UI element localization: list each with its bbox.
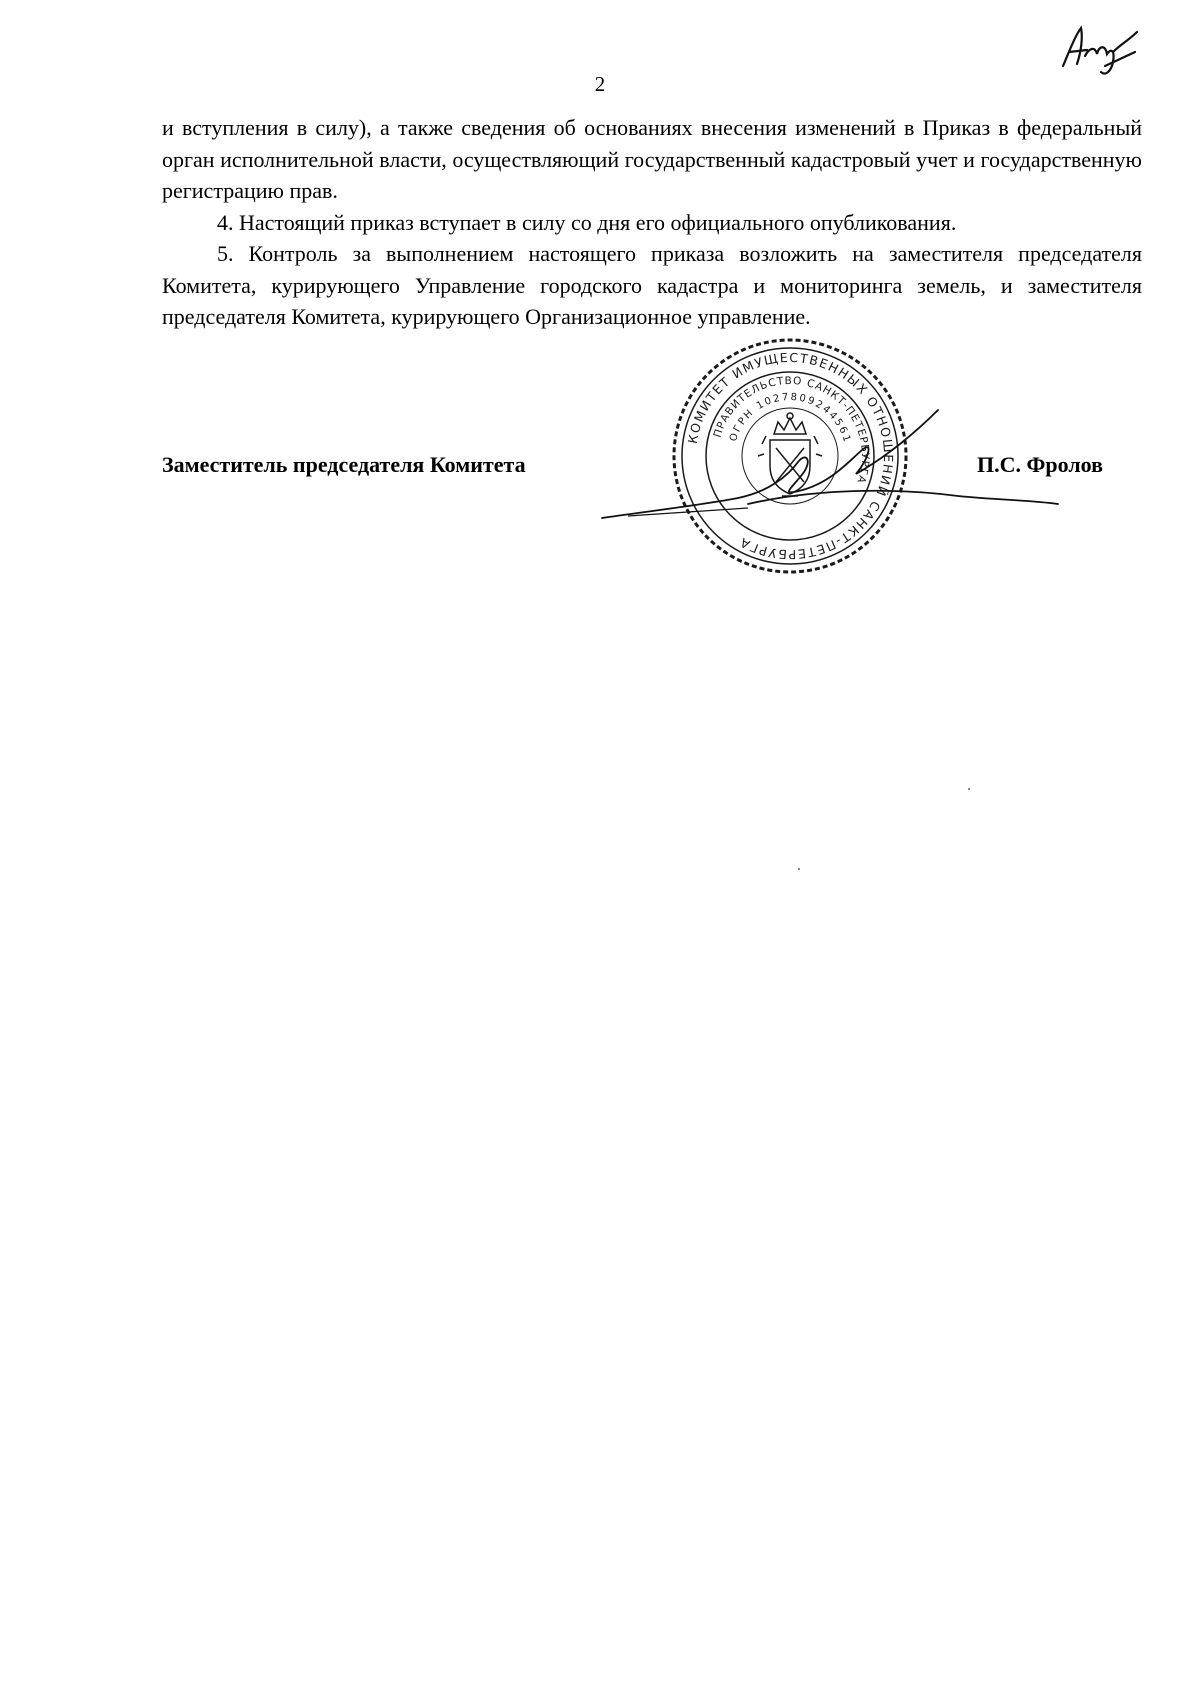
scan-speck [968,788,970,790]
handwritten-signature [598,400,1068,545]
paragraph-item-4: 4. Настоящий приказ вступает в силу со дня его официального опубликования. [217,209,957,235]
seal-inner-text: ПРАВИТЕЛЬСТВО САНКТ-ПЕТЕРБУРГА [711,374,872,486]
paragraph-continuation: и вступления в силу), а также сведения об основаниях внесения изменений в Приказ в федеральный орган исполнительной власти, осуществляющий государственный кадастровый учет и государственную регистрацию прав. [162,115,1142,203]
handwritten-initials [1055,22,1145,87]
seal-ogrn: ОГРН 1027809244561 [727,391,853,445]
body-text [162,112,1142,333]
paragraph-item-5: 5. Контроль за выполнением настоящего приказа возложить на заместителя председателя Комитета, курирующего Управление городского кадастра и мониторинга земель, и заместителя председателя Комитета, курирующего Организационное управление. [162,241,1142,329]
signature-title: Заместитель председателя Комитета [162,452,526,477]
seal-outer-text: КОМИТЕТ ИМУЩЕСТВЕННЫХ ОТНОШЕНИЙ САНКТ-ПЕТЕРБУРГА [684,349,897,563]
page-number: 2 [594,72,606,96]
scan-speck [798,868,800,870]
signature-name: П.С. Фролов [977,452,1104,477]
